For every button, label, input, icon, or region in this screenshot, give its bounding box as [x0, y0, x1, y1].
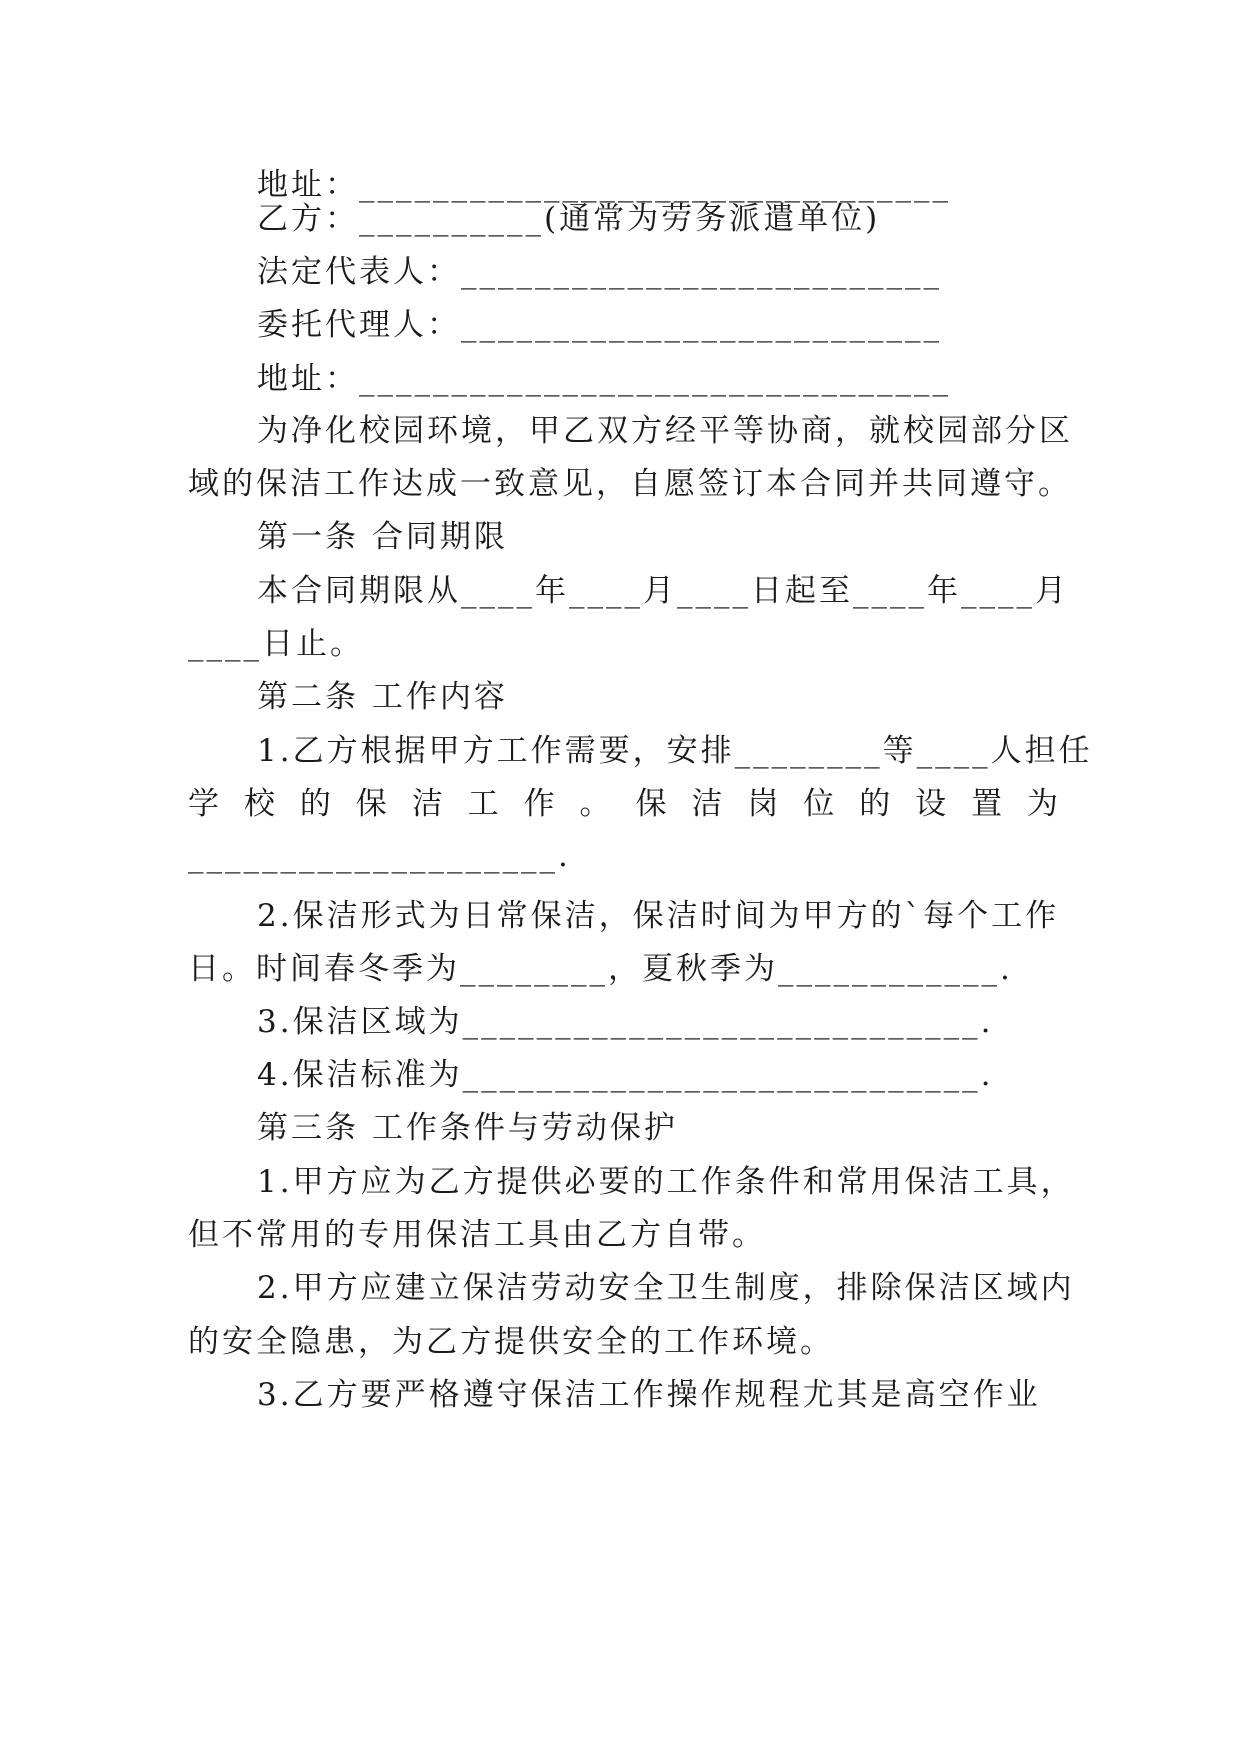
- article-3-item-1-line-1: 1.甲方应为乙方提供必要的工作条件和常用保洁工具，: [257, 1164, 1075, 1200]
- article-1-heading: 第一条 合同期限: [257, 519, 508, 555]
- party-a-address-line: 地址：________________________________: [257, 167, 951, 203]
- article-3-heading: 第三条 工作条件与劳动保护: [257, 1110, 678, 1146]
- article-1-term-line-2: ____日止。: [188, 626, 364, 662]
- party-b-address-line: 地址：________________________________: [257, 361, 951, 397]
- party-b-legal-rep-line: 法定代表人：__________________________: [257, 254, 942, 290]
- article-1-term-line-1: 本合同期限从____年____月____日起至____年____月: [257, 573, 1069, 609]
- preamble-line-1: 为净化校园环境，甲乙双方经平等协商，就校园部分区: [257, 413, 1073, 449]
- article-2-heading: 第二条 工作内容: [257, 679, 508, 715]
- article-3-item-2-line-2: 的安全隐患，为乙方提供安全的工作环境。: [188, 1324, 834, 1360]
- article-2-item-2-line-1: 2.保洁形式为日常保洁，保洁时间为甲方的`每个工作: [257, 898, 1060, 934]
- party-b-agent-line: 委托代理人：__________________________: [257, 307, 942, 343]
- article-2-item-1-line-2: 学 校 的 保 洁 工 作 。 保 洁 岗 位 的 设 置 为: [188, 786, 1058, 822]
- article-2-item-1-line-3: ____________________.: [188, 838, 571, 874]
- article-2-item-3: 3.保洁区域为____________________________.: [257, 1004, 994, 1040]
- party-b-line: 乙方：__________(通常为劳务派遣单位): [257, 201, 881, 237]
- article-3-item-1-line-2: 但不常用的专用保洁工具由乙方自带。: [188, 1217, 766, 1253]
- preamble-line-2: 域的保洁工作达成一致意见，自愿签订本合同并共同遵守。: [188, 466, 1072, 502]
- article-3-item-3-line-1: 3.乙方要严格遵守保洁工作操作规程尤其是高空作业: [257, 1377, 1041, 1413]
- article-2-item-1-line-1: 1.乙方根据甲方工作需要，安排________等____人担任: [257, 733, 1093, 769]
- article-3-item-2-line-1: 2.甲方应建立保洁劳动安全卫生制度，排除保洁区域内: [257, 1270, 1075, 1306]
- article-2-item-4: 4.保洁标准为____________________________.: [257, 1057, 994, 1093]
- article-2-item-2-line-2: 日。时间春冬季为________，夏秋季为____________.: [188, 951, 1013, 987]
